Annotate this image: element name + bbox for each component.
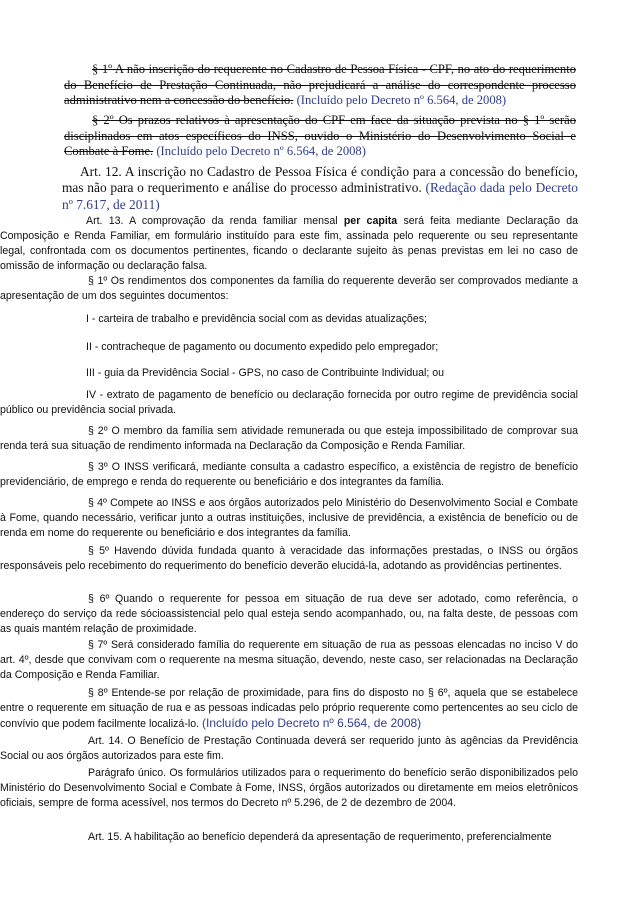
article-15-text: Art. 15. A habilitação ao benefício dependerá da apresentação de requerimento, preferencialmente (88, 831, 552, 843)
article-13-par8-text: § 8º Entende-se por relação de proximidade, para fins do disposto no § 6º, aquela que se estabelece entre o requerente em situação de rua e as pessoas indicadas pelo próprio requerente como pertencentes ao seu ciclo de convívio que podem facilmente localizá-lo. (0, 687, 578, 730)
article-13-par4-text: § 4º Compete ao INSS e aos órgãos autorizados pelo Ministério do Desenvolvimento Social e Combate à Fome, quando necessário, verificar junto a outras instituições, inclusive de previdência, a existência de benefício ou de renda em nome do requerente ou beneficiário e dos integrantes da família. (0, 497, 578, 539)
article-13-par5-text: § 5º Havendo dúvida fundada quanto à veracidade das informações prestadas, o INSS ou órgãos responsáveis pelo recebimento do requerimento do benefício deverão elucidá-la, adotando as providências pertinentes. (0, 545, 578, 572)
article-13-par4 (0, 496, 578, 541)
article-12 (62, 164, 578, 213)
article-13-rest: será feita mediante Declaração da Composição e Renda Familiar, em formulário instituído para este fim, assinada pelo requerente ou seu representante legal, confrontada com os documentos pertinentes, ficando o declarante sujeito às penas previstas em lei no caso de omissão de informação ou declaração falsa. (0, 215, 578, 272)
article-12-text: Art. 12. A inscrição no Cadastro de Pessoa Física é condição para a concessão do benefício, mas não para o requerimento e análise do processo administrativo. (62, 164, 578, 196)
paragraph-2-amendment-link[interactable]: (Incluído pelo Decreto nº 6.564, de 2008) (156, 144, 366, 159)
article-14-sole-paragraph (0, 766, 578, 811)
item-i: I - carteira de trabalho e previdência social com as devidas atualizações; (86, 313, 427, 325)
article-13-bold: per capita (343, 215, 398, 227)
article-14 (0, 734, 578, 764)
article-13-par2-text: § 2º O membro da família sem atividade remunerada ou que esteja impossibilitado de comprovar sua renda terá sua situação de rendimento informada na Declaração da Composição e Renda Familiar. (0, 425, 578, 452)
article-13-par5 (0, 544, 578, 574)
article-13-par6 (0, 592, 578, 637)
article-13 (0, 214, 578, 274)
article-13-par6-text: § 6º Quando o requerente for pessoa em situação de rua deve ser adotado, como referência, o endereço do serviço da rede sócioassistencial pelo qual esteja sendo acompanhado, ou, na falta deste, de pessoas com as quais mantém relação de proximidade. (0, 593, 578, 635)
item-iv (0, 388, 578, 418)
paragraph-2-text: § 2º Os prazos relativos à apresentação do CPF em face da situação prevista no § 1º serão disciplinados em atos específicos do INSS, ouvido o Ministério do Desenvolvimento Social e Combate à Fome. (64, 113, 576, 159)
article-13-par2 (0, 424, 578, 454)
article-15 (0, 830, 578, 845)
article-13-lead: Art. 13. A comprovação da renda familiar mensal (86, 215, 338, 227)
article-14-text: Art. 14. O Benefício de Prestação Continuada deverá ser requerido junto às agências da Previdência Social ou aos órgãos autorizados para este fim. (0, 735, 578, 762)
article-13-par3-text: § 3º O INSS verificará, mediante consulta a cadastro específico, a existência de registro de benefício previdenciário, de emprego e renda do requerente ou beneficiário e dos integrantes da família. (0, 461, 578, 488)
paragraph-1-amendment-link[interactable]: (Incluído pelo Decreto nº 6.564, de 2008) (296, 93, 507, 108)
article-13-par8-amendment-link[interactable]: (Incluído pelo Decreto nº 6.564, de 2008) (201, 716, 422, 730)
paragraph-2-revoked (64, 113, 576, 160)
article-13-par7-text: § 7º Será considerado família do requerente em situação de rua as pessoas elencadas no inciso V do art. 4º, desde que convivam com o requerente na mesma situação, devendo, neste caso, ser relacionadas na Declaração da Composição e Renda Familiar. (0, 639, 578, 681)
article-13-par8 (0, 686, 578, 732)
paragraph-1-revoked (64, 62, 576, 109)
paragraph-1-text: § 1º A não inscrição do requerente no Cadastro de Pessoa Física - CPF, no ato do requerimento do Benefício de Prestação Continuada, não prejudicará a análise do correspondente processo administrativo nem a concessão do benefício. (64, 62, 576, 108)
item-iii: III - guia da Previdência Social - GPS, no caso de Contribuinte Individual; ou (86, 367, 445, 379)
article-13-par7 (0, 638, 578, 683)
article-13-par1-text: § 1º Os rendimentos dos componentes da família do requerente deverão ser comprovados mediante a apresentação de um dos seguintes documentos: (0, 275, 578, 302)
article-13-par3 (0, 460, 578, 490)
item-iv-text: IV - extrato de pagamento de benefício ou declaração fornecida por outro regime de previdência social público ou previdência social privada. (0, 389, 578, 416)
item-ii: II - contracheque de pagamento ou documento expedido pelo empregador; (86, 341, 439, 353)
article-14-sole-paragraph-text: Parágrafo único. Os formulários utilizados para o requerimento do benefício serão disponibilizados pelo Ministério do Desenvolvimento Social e Combate à Fome, INSS, órgãos autorizados ou diretamente em meios eletrônicos oficiais, sempre de forma acessível, nos termos do Decreto nº 5.296, de 2 de dezembro de 2004. (0, 767, 578, 809)
article-12-amendment-link[interactable]: (Redação dada pelo Decreto nº 7.617, de 2011) (62, 180, 578, 212)
article-13-par1 (0, 274, 578, 304)
